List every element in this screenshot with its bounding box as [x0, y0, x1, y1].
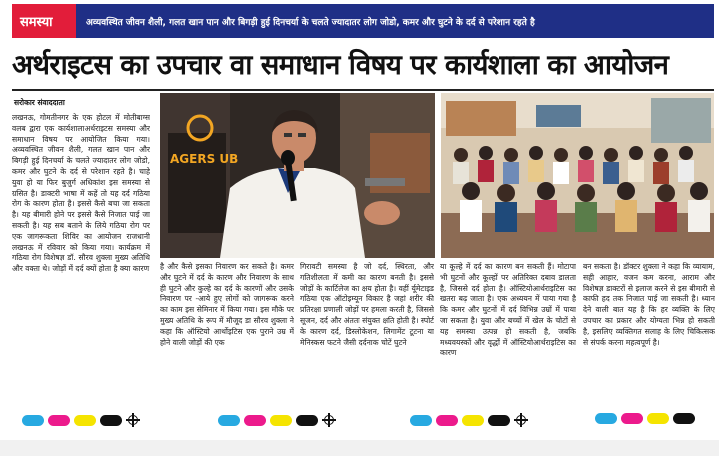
article-column-3: गिरावटी समस्या है जो दर्द, स्थिरता, और गतिशीलता में कमी का कारण बनती है। इससे जोड़ों के कार्टिलेज का क्षय होता है। वहीं र्यूमेटाइड गठिया एक ऑटोइम्यून विकार है जहां शरीर की प्रतिरक्षा प्रणाली जोड़ों पर हमला करती है, जिससे सूजन, दर्द और अंततः संयुक्त क्षति होती है। स्पोर्ट के कारण दर्द, डिस्लोकेशन, लिगामेंट टूटना या मेनिस्कस फटने जैसी दर्दनाक चोटें घुटने — [300, 262, 434, 347]
speaker-photo — [160, 93, 435, 258]
article-column-4: या कूल्हे में दर्द का कारण बन सकती हैं। मोटापा भी घुटनों और कूल्हों पर अतिरिक्त दबाव डालता है, जिससे दर्द होता है। ऑस्टियोआर्थराइटिस का खतरा बढ़ जाता है। एक अध्ययन में पाया गया है कि कमर और घुटनों में दर्द विभिन्न उम्रों में पाया जा सकता है। युवा और बच्चों में खेल के चोटों से यह समस्या उत्पन्न हो सकती है, जबकि मध्यवयस्कों और वृद्धों में ऑस्टियोआर्थराइटिस का कारण — [440, 262, 576, 358]
sign-text: AGERS UB — [170, 152, 239, 166]
black-dot — [100, 415, 122, 426]
cyan-dot — [22, 415, 44, 426]
magenta-dot — [244, 415, 266, 426]
magenta-dot — [48, 415, 70, 426]
registration-marks-4 — [595, 413, 695, 424]
section-tag: समस्या — [12, 4, 76, 38]
yellow-dot — [270, 415, 292, 426]
registration-marks-3 — [410, 413, 528, 427]
black-dot — [673, 413, 695, 424]
black-dot — [488, 415, 510, 426]
magenta-dot — [436, 415, 458, 426]
magenta-dot — [621, 413, 643, 424]
audience-photo — [441, 93, 714, 258]
top-banner — [12, 4, 714, 38]
audience-photo-image — [441, 93, 714, 258]
article-column-5: बन सकता है। डॉक्टर शुक्ला ने कहा कि व्यायाम, सही आहार, वजन कम करना, आराम और विशेषज्ञ डाक्टरों से इलाज करने से इस बीमारी से काफी हद तक निजात पाई जा सकती है। ध्यान देने वाली बात यह है कि हर व्यक्ति के लिए उपचार का प्रकार और योग्यता भिन्न हो सकती है, इसलिए व्यक्तिगत सलाह के लिए चिकित्सक से संपर्क करना महत्वपूर्ण है। — [583, 262, 715, 347]
banner-strapline: अव्यवस्थित जीवन शैली, गलत खान पान और बिगड़ी हुई दिनचर्या के चलते ज्यादातर लोग जोडो, कमर और घुटने के दर्द से परेशान रहते है — [76, 4, 714, 38]
registration-marks-1 — [22, 413, 140, 427]
black-dot — [296, 415, 318, 426]
registration-cross-icon — [514, 413, 528, 427]
yellow-dot — [647, 413, 669, 424]
page-bottom-margin — [0, 440, 719, 456]
cyan-dot — [595, 413, 617, 424]
article-column-1: लखनऊ, गोमतीनगर के एक होटल में मोतीबाग्स वलब द्वारा एक कार्यशालाअर्थराइटस समस्या और समाधान विषय पर आयोजित किया गया। अव्यवस्थित जीवन शैली, गलत खान पान और बिगड़ी हुई दिनचर्या के चलते ज्यादातर लोग जोडो, कमर और घुटने के दर्द से परेशान रहते है। चाहे युवा हो या फिर बुजुर्ग अधिकांश इस समस्या से ग्रसित है। डाक्टरी भाषा में कहें तो यह दर्द गठिया रोग के कारण होता है। इससे कैसे बचा जा सकता है। यह बीमारी होने पर इससे कैसे निजात पाई जा सकती है। यह सब बताने के लिये गठिया रोग पर एक जागरूकता शिविर का आयोजन राजधानी लखनऊ में रविवार को किया गया। कार्यक्रम में गठिया रोग विशेषज्ञ डॉ. सौरव शुक्ला मुख्य अतिथि और वक्ता थे। जोड़ों में दर्द क्यों होता है क्या कारण — [12, 113, 150, 274]
yellow-dot — [462, 415, 484, 426]
cyan-dot — [410, 415, 432, 426]
article-column-2: है और कैसे इसका निवारण कर सकते है। कमर और घुटने में दर्द के कारण और निवारण के साथ ही घुटने और कुल्हे का दर्द के कारणों और उसके निवारण पर -आये हुए लोगों को जागरूक करने का काम इस सेमिनार में किया गया। इस मौके पर मुख्य अतिथि के रूप में मौजूद डा सौरव शुक्ला ने कहा कि ऑस्टियो आर्थोइटिस एक पुराने उम्र में होने वाली जोड़ों की एक — [160, 262, 294, 347]
speaker-photo-image — [160, 93, 435, 258]
byline: सरोकार संवाददाता — [14, 98, 65, 107]
headline: अर्थराइटस का उपचार वा समाधान विषय पर कार्यशाला का आयोजन — [12, 49, 669, 81]
registration-cross-icon — [322, 413, 336, 427]
registration-marks-2 — [218, 413, 336, 427]
headline-divider — [12, 89, 714, 91]
registration-cross-icon — [126, 413, 140, 427]
cyan-dot — [218, 415, 240, 426]
yellow-dot — [74, 415, 96, 426]
